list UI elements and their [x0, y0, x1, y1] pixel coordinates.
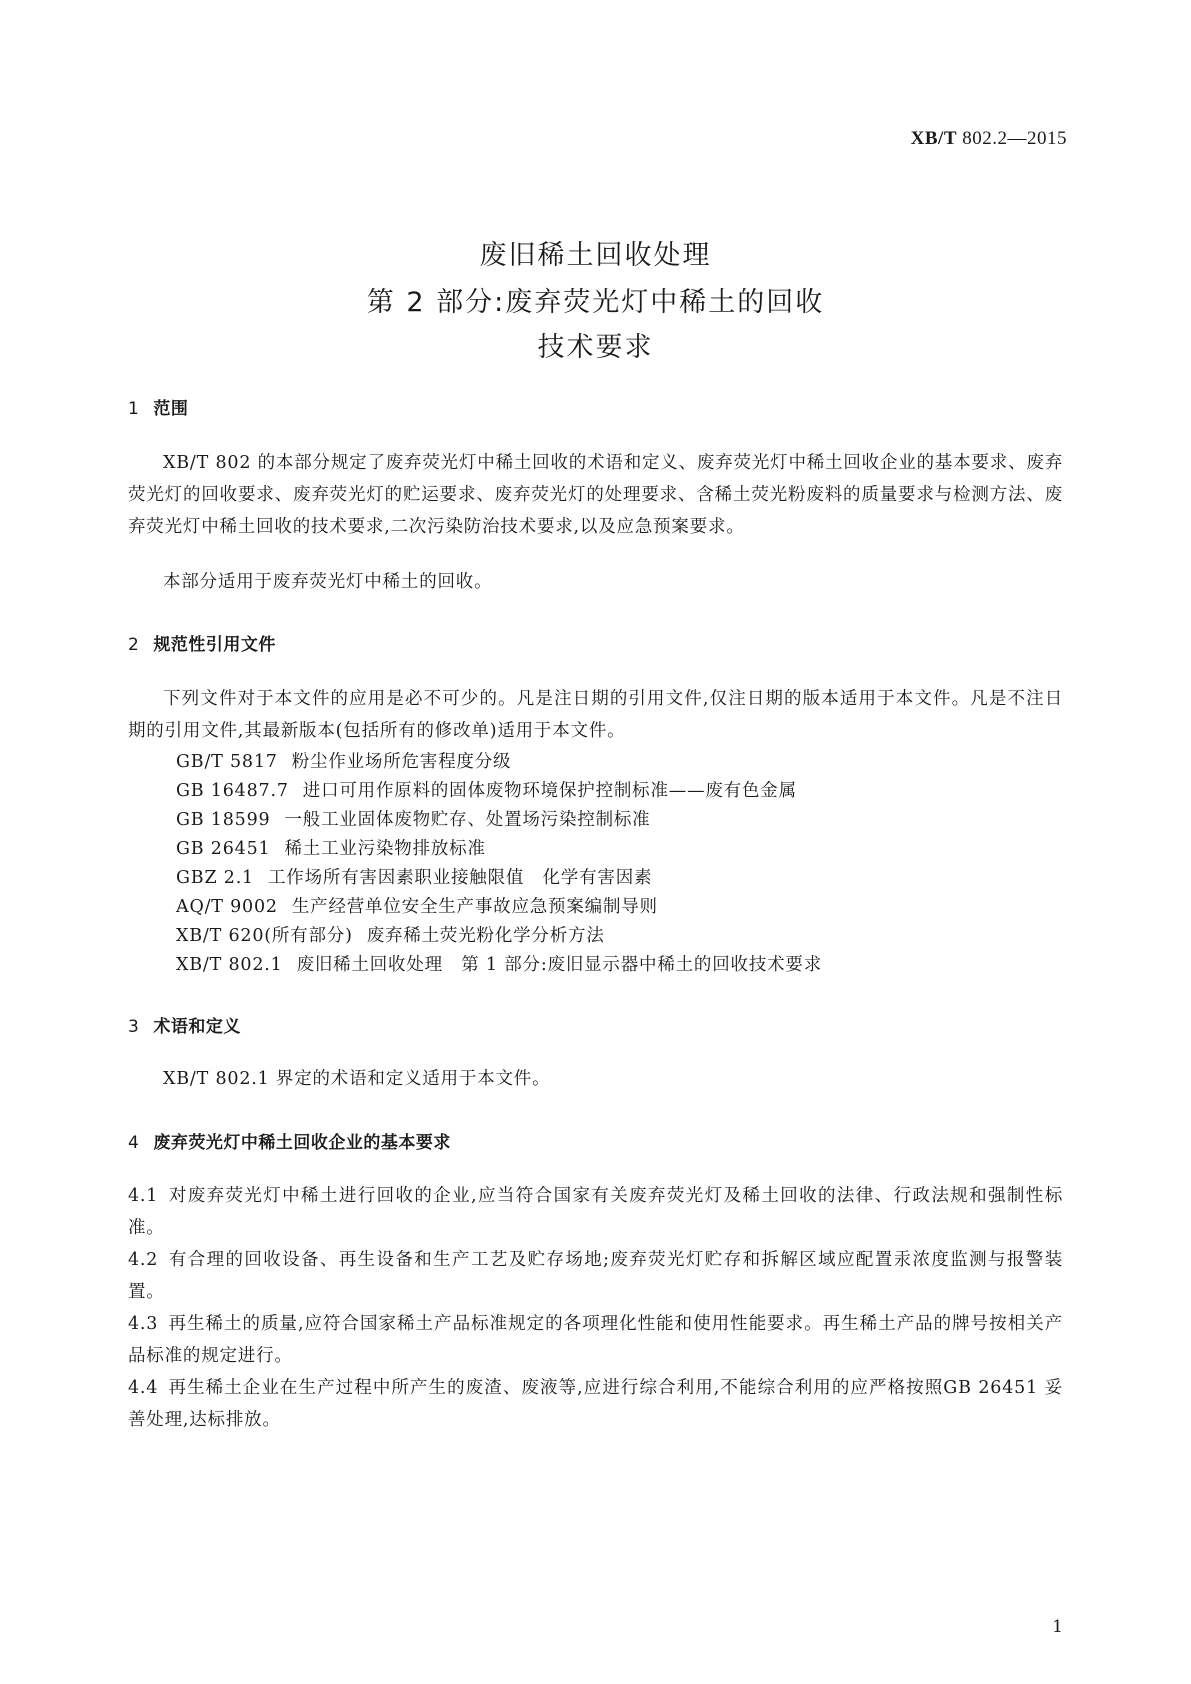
header-code-number: 802.2—2015 — [962, 128, 1067, 149]
reference-item — [176, 951, 822, 976]
clause-number: 4.1 — [128, 1186, 159, 1206]
title-line-1: 废旧稀土回收处理 — [479, 240, 712, 271]
reference-title: 一般工业固体废物贮存、处置场污染控制标准 — [284, 810, 651, 830]
section-2-paragraph-1: 下列文件对于本文件的应用是必不可少的。凡是注日期的引用文件,仅注日期的版本适用于本文件。凡是不注日期的引用文件,其最新版本(包括所有的修改单)适用于本文件。 — [128, 689, 1063, 741]
page-number: 1 — [1052, 1617, 1063, 1637]
reference-item — [176, 864, 652, 889]
clause-4-3 — [128, 1308, 1063, 1372]
section-4-title: 废弃荧光灯中稀土回收企业的基本要求 — [153, 1133, 451, 1153]
clause-number: 4.3 — [128, 1314, 159, 1334]
reference-code: GB 16487.7 — [176, 781, 289, 801]
reference-item — [176, 748, 511, 773]
reference-code: AQ/T 9002 — [176, 897, 278, 917]
reference-item — [176, 835, 486, 860]
reference-title: 进口可用作原料的固体废物环境保护控制标准——废有色金属 — [302, 781, 797, 801]
clause-text: 再生稀土企业在生产过程中所产生的废渣、废液等,应进行综合利用,不能综合利用的应严格按照GB 26451 妥善处理,达标排放。 — [128, 1378, 1063, 1430]
reference-title: 废弃稀土荧光粉化学分析方法 — [366, 926, 605, 946]
header-standard-code — [911, 128, 1067, 150]
clause-text: 再生稀土的质量,应符合国家稀土产品标准规定的各项理化性能和使用性能要求。再生稀土产品的牌号按相关产品标准的规定进行。 — [128, 1314, 1063, 1366]
reference-code: GB 26451 — [176, 839, 271, 859]
reference-item — [176, 893, 658, 918]
reference-code: XB/T 802.1 — [176, 955, 283, 975]
section-1-paragraph-1: XB/T 802 的本部分规定了废弃荧光灯中稀土回收的术语和定义、废弃荧光灯中稀土回收企业的基本要求、废弃荧光灯的回收要求、废弃荧光灯的贮运要求、废弃荧光灯的处理要求、含稀土荧光粉废料的质量要求与检测方法、废弃荧光灯中稀土回收的技术要求,二次污染防治技术要求,以及应急预案要求。 — [128, 453, 1063, 537]
section-4-heading — [128, 1128, 451, 1153]
section-1-heading — [128, 394, 188, 419]
clause-4-2 — [128, 1244, 1063, 1308]
clause-number: 4.2 — [128, 1250, 159, 1270]
reference-title: 废旧稀土回收处理 第 1 部分:废旧显示器中稀土的回收技术要求 — [296, 955, 823, 975]
section-2-title: 规范性引用文件 — [153, 635, 276, 655]
reference-code: XB/T 620(所有部分) — [176, 926, 353, 946]
section-2-number: 2 — [128, 635, 140, 655]
reference-item — [176, 922, 605, 947]
title-line-3: 技术要求 — [537, 332, 654, 363]
reference-code: GBZ 2.1 — [176, 868, 254, 888]
section-1-paragraph-2: 本部分适用于废弃荧光灯中稀土的回收。 — [163, 572, 493, 592]
section-2-heading — [128, 630, 276, 655]
section-1-number: 1 — [128, 399, 140, 419]
header-code-prefix: XB/T — [910, 128, 957, 149]
section-4-number: 4 — [128, 1133, 140, 1153]
reference-title: 稀土工业污染物排放标准 — [284, 839, 486, 859]
reference-title: 工作场所有害因素职业接触限值 化学有害因素 — [268, 868, 653, 888]
reference-code: GB 18599 — [176, 810, 271, 830]
section-1-title: 范围 — [153, 399, 189, 419]
section-3-number: 3 — [128, 1017, 140, 1037]
clause-number: 4.4 — [128, 1378, 159, 1398]
reference-item — [176, 806, 650, 831]
section-3-heading — [128, 1012, 241, 1037]
title-line-2: 第 2 部分:废弃荧光灯中稀土的回收 — [366, 287, 825, 318]
clause-4-1 — [128, 1180, 1063, 1244]
section-3-title: 术语和定义 — [153, 1017, 241, 1037]
reference-title: 粉尘作业场所危害程度分级 — [291, 752, 512, 772]
reference-code: GB/T 5817 — [176, 752, 278, 772]
reference-title: 生产经营单位安全生产事故应急预案编制导则 — [291, 897, 658, 917]
reference-item — [176, 777, 797, 802]
clause-text: 有合理的回收设备、再生设备和生产工艺及贮存场地;废弃荧光灯贮存和拆解区域应配置汞浓度监测与报警装置。 — [128, 1250, 1063, 1302]
clause-text: 对废弃荧光灯中稀土进行回收的企业,应当符合国家有关废弃荧光灯及稀土回收的法律、行政法规和强制性标准。 — [128, 1186, 1063, 1238]
clause-4-4 — [128, 1372, 1063, 1436]
section-3-paragraph-1: XB/T 802.1 界定的术语和定义适用于本文件。 — [163, 1069, 551, 1089]
